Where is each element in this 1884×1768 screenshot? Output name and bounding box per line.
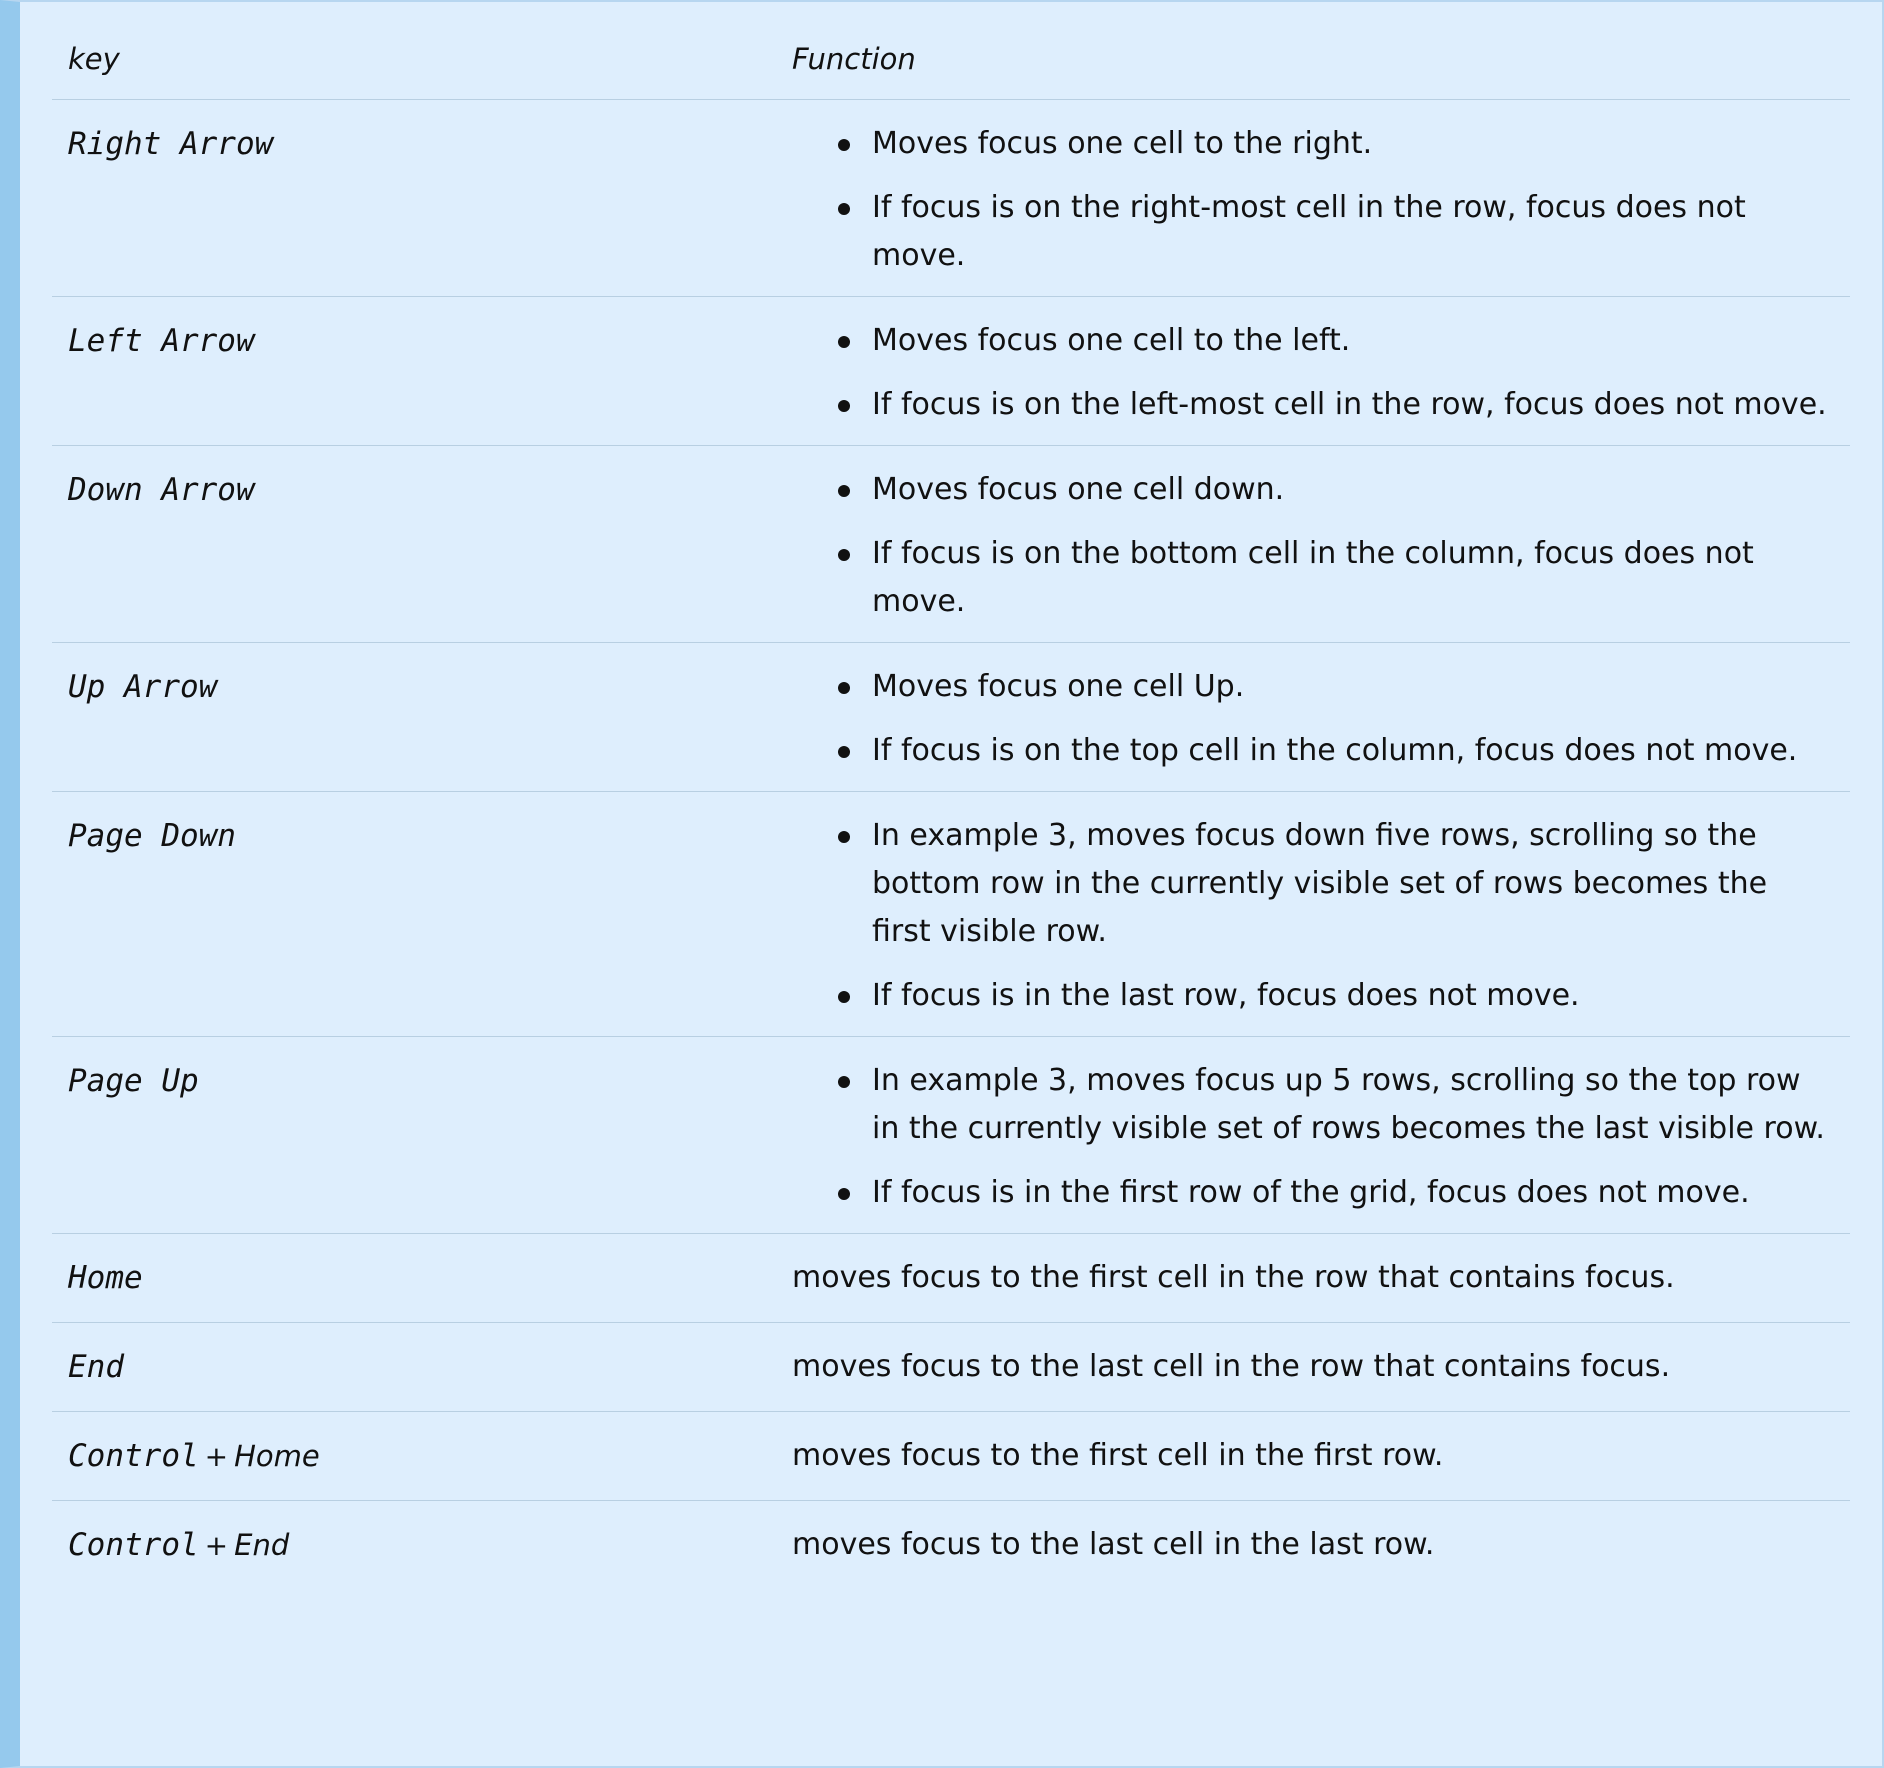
key-function [776,642,1850,791]
list-item: If focus is on the left-most cell in the row, focus does not move. [872,381,1834,429]
key-name: End [68,1348,124,1385]
table-row [52,445,1850,642]
key-plus-sign: + [204,1528,229,1562]
key-name: Down Arrow [68,471,255,508]
key-main: End [234,1527,290,1562]
key-name: Page Down [68,817,236,854]
function-list [792,120,1834,280]
key-function [776,1036,1850,1233]
key-name: Home [68,1259,143,1296]
key-function: moves focus to the last cell in the row that contains focus. [792,1348,1671,1384]
function-list [792,1057,1834,1217]
table-row [52,1500,1850,1589]
list-item: In example 3, moves focus up 5 rows, scrolling so the top row in the currently visible set of rows becomes the last visible row. [872,1057,1834,1153]
list-item: Moves focus one cell down. [872,466,1834,514]
key-function: moves focus to the last cell in the last row. [792,1526,1435,1562]
list-item: If focus is on the right-most cell in the row, focus does not move. [872,184,1834,280]
table-row [52,1411,1850,1500]
list-item: Moves focus one cell to the right. [872,120,1834,168]
key-function [776,791,1850,1036]
key-name: Left Arrow [68,322,255,359]
function-list [792,466,1834,626]
function-list [792,317,1834,429]
key-name [52,1411,776,1500]
table-row [52,296,1850,445]
key-function: moves focus to the first cell in the row that contains focus. [792,1259,1675,1295]
key-plus-sign: + [204,1439,229,1473]
key-name [52,1500,776,1589]
keyboard-support-table [52,2,1850,1589]
table-header-row [52,2,1850,99]
table-row [52,1036,1850,1233]
column-header-key: key [68,42,120,76]
key-function [776,99,1850,296]
list-item: If focus is in the last row, focus does not move. [872,972,1834,1020]
function-list [792,812,1834,1020]
list-item: Moves focus one cell Up. [872,663,1834,711]
key-main: Home [234,1438,320,1473]
column-header-function: Function [792,42,916,76]
key-modifier: Control [68,1526,199,1563]
key-function [776,445,1850,642]
key-name: Page Up [68,1062,199,1099]
key-function [776,296,1850,445]
table-row [52,1233,1850,1322]
function-list [792,663,1834,775]
list-item: If focus is on the top cell in the column, focus does not move. [872,727,1834,775]
table-row [52,791,1850,1036]
list-item: If focus is on the bottom cell in the column, focus does not move. [872,530,1834,626]
table-row [52,642,1850,791]
list-item: In example 3, moves focus down five rows, scrolling so the bottom row in the currently visible set of rows becomes the first visible row. [872,812,1834,956]
key-function: moves focus to the first cell in the first row. [792,1437,1444,1473]
key-modifier: Control [68,1437,199,1474]
list-item: Moves focus one cell to the left. [872,317,1834,365]
list-item: If focus is in the first row of the grid, focus does not move. [872,1169,1834,1217]
key-name: Up Arrow [68,668,218,705]
key-name: Right Arrow [68,125,274,162]
table-row [52,99,1850,296]
table-row [52,1322,1850,1411]
